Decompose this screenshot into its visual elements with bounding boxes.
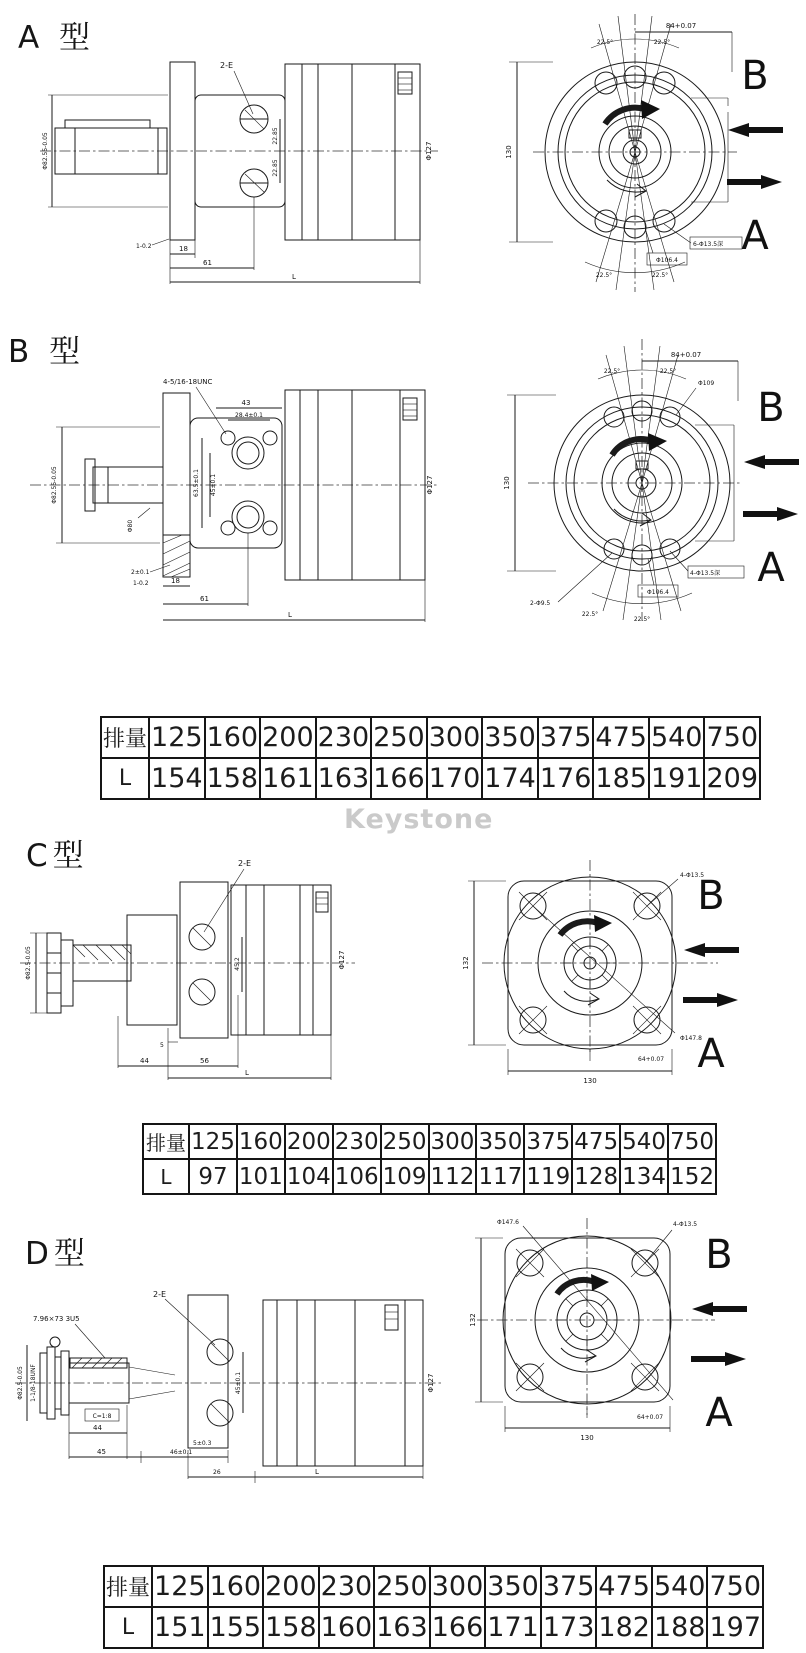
dim-label: 28.4±0.1	[235, 412, 263, 419]
dim-label: 2±0.1	[131, 569, 150, 576]
flow-arrow-solid-left-icon	[726, 122, 784, 138]
shaft-diameter-label: Φ82.55-0.05	[42, 132, 49, 170]
hub-diameter-label: Φ109	[698, 380, 715, 387]
motor-outline	[30, 390, 438, 580]
bolt-holes-label: 6-Φ13.5深	[693, 241, 724, 248]
dim-label: 45±0.1	[210, 473, 217, 497]
ports-label: 2-E	[238, 859, 252, 868]
section-a-title: A 型	[18, 20, 96, 56]
flow-legend-a	[726, 53, 784, 259]
ports-label: 2-E	[220, 61, 234, 70]
section-b-title: B 型	[8, 334, 86, 370]
flange-diameter-label: Φ147.8	[680, 1035, 702, 1042]
angle-label: 22.5°	[659, 368, 677, 375]
flange-outline	[533, 14, 737, 292]
port-b-label: B	[741, 53, 769, 99]
displacement-cell: 300	[430, 1566, 486, 1607]
flange-width-label: 130	[583, 1077, 597, 1085]
angle-label: 22.5°	[596, 39, 614, 46]
displacement-cell: 200	[285, 1124, 333, 1159]
section-c-title: C型	[26, 838, 89, 874]
length-cell: 163	[316, 758, 372, 799]
dim-label: 45	[97, 1448, 106, 1456]
flow-arrow-solid-right-icon	[742, 506, 800, 522]
length-cell: 101	[237, 1159, 285, 1194]
overall-length-label: L	[315, 1468, 319, 1476]
motor-outline	[40, 62, 438, 240]
watermark: Keystone	[344, 804, 494, 835]
angle-label: 22.5°	[581, 611, 599, 618]
rotation-arrows	[605, 100, 660, 197]
length-cell: 160	[319, 1607, 375, 1648]
length-cell: 104	[285, 1159, 333, 1194]
flange-width-tol-label: 84+0.07	[665, 22, 697, 30]
port-a-label: A	[757, 545, 785, 591]
port-spacing-label: 22.85	[272, 159, 279, 177]
displacement-cell: 750	[707, 1566, 763, 1607]
length-cell: 158	[263, 1607, 319, 1648]
displacement-cell: 200	[260, 717, 316, 758]
section-d-side-view	[15, 1225, 445, 1485]
flange-height-label: 132	[469, 1313, 477, 1327]
rotation-arrows	[560, 915, 612, 1005]
length-cell: 117	[476, 1159, 524, 1194]
flow-arrow-solid-right-icon	[690, 1351, 748, 1367]
length-cell: 154	[149, 758, 205, 799]
displacement-cell: 750	[668, 1124, 716, 1159]
port-a-label: A	[705, 1390, 733, 1436]
port-distance-label: 61	[200, 595, 209, 603]
length-cell: 119	[524, 1159, 572, 1194]
flow-arrow-hollow-left-icon	[742, 527, 800, 543]
rotation-arrows	[557, 1274, 609, 1362]
flow-arrow-hollow-left-icon	[726, 195, 784, 211]
length-cell: 158	[205, 758, 261, 799]
flange-width-label: 18	[179, 245, 188, 253]
row-header-cell: L	[143, 1159, 189, 1194]
displacement-cell: 540	[620, 1124, 668, 1159]
shaft-diameter-label: Φ82.55-0.05	[51, 466, 58, 504]
dimension-lines	[468, 881, 672, 1075]
port-b-label: B	[697, 873, 725, 919]
port-spacing-label: 45±0.1	[235, 1371, 242, 1395]
length-cell: 173	[541, 1607, 597, 1648]
body-diameter-label: Φ127	[427, 1373, 435, 1393]
hub-diameter-label: Φ80	[127, 519, 134, 533]
length-cell: 155	[208, 1607, 264, 1648]
bolt-holes-label: 4-Φ13.5深	[690, 570, 721, 577]
displacement-cell: 375	[541, 1566, 597, 1607]
port-distance-label: 61	[203, 259, 212, 267]
displacement-cell: 750	[704, 717, 760, 758]
displacement-cell: 230	[333, 1124, 381, 1159]
displacement-cell: 160	[237, 1124, 285, 1159]
row-header-cell: 排量	[101, 717, 149, 758]
pilot-diameter-label: Φ106.4	[647, 589, 669, 596]
spline-spec-label: 7.96×73 3U5	[33, 1315, 80, 1323]
small-holes-label: 2-Φ9.5	[530, 600, 551, 607]
row-header-cell: L	[104, 1607, 152, 1648]
displacement-cell: 350	[476, 1124, 524, 1159]
flange-height-label: 130	[505, 145, 513, 159]
flow-arrow-solid-left-icon	[742, 454, 800, 470]
overall-length-label: L	[288, 611, 292, 619]
angle-label: 22.5°	[633, 616, 651, 623]
length-cell: 151	[152, 1607, 208, 1648]
flow-legend-d	[690, 1232, 748, 1436]
displacement-cell: 250	[381, 1124, 429, 1159]
length-cell: 109	[381, 1159, 429, 1194]
dimension-table-d	[103, 1565, 764, 1649]
dim-label: 44	[140, 1057, 149, 1065]
flow-arrow-solid-left-icon	[682, 942, 740, 958]
row-header-cell: L	[101, 758, 149, 799]
length-cell: 188	[652, 1607, 708, 1648]
length-cell: 182	[596, 1607, 652, 1648]
width-tol-label: 64+0.07	[638, 1056, 665, 1063]
length-cell: 106	[333, 1159, 381, 1194]
width-tol-label: 64+0.07	[637, 1414, 664, 1421]
angle-label: 22.5°	[595, 272, 613, 279]
row-header-cell: 排量	[143, 1124, 189, 1159]
flow-arrow-solid-left-icon	[690, 1301, 748, 1317]
length-cell: 171	[485, 1607, 541, 1648]
port-b-label: B	[705, 1232, 733, 1278]
displacement-cell: 200	[263, 1566, 319, 1607]
length-cell: 185	[593, 758, 649, 799]
displacement-cell: 375	[524, 1124, 572, 1159]
flow-arrow-hollow-left-icon	[690, 1372, 748, 1388]
flange-height-label: 132	[462, 956, 470, 970]
displacement-cell: 540	[649, 717, 705, 758]
chamfer-label: 1-0.2	[133, 580, 149, 587]
length-cell: 170	[427, 758, 483, 799]
displacement-cell: 125	[152, 1566, 208, 1607]
ports-label: 2-E	[153, 1290, 167, 1299]
displacement-cell: 125	[189, 1124, 237, 1159]
body-diameter-label: Φ127	[426, 475, 434, 495]
dim-label: 5±0.3	[193, 1440, 212, 1447]
shaft-diameter-label: Φ82.5-0.05	[17, 1366, 24, 1400]
displacement-cell: 350	[482, 717, 538, 758]
angle-label: 22.5°	[603, 368, 621, 375]
section-b-end-view	[490, 333, 748, 625]
port-spacing-label: 22.85	[272, 127, 279, 145]
length-cell: 97	[189, 1159, 237, 1194]
displacement-cell: 230	[319, 1566, 375, 1607]
port-spacing-label: 45.2	[234, 957, 241, 971]
body-diameter-label: Φ127	[425, 141, 433, 161]
dim-label: 44	[93, 1424, 102, 1432]
dim-label: 63.5±0.1	[193, 469, 200, 497]
displacement-cell: 300	[427, 717, 483, 758]
row-header-cell: 排量	[104, 1566, 152, 1607]
flow-arrow-hollow-right-icon	[682, 921, 740, 937]
displacement-cell: 160	[205, 717, 261, 758]
dimension-lines	[509, 32, 742, 265]
flange-width-label: 130	[580, 1434, 594, 1442]
flow-arrow-solid-right-icon	[726, 174, 784, 190]
length-cell: 176	[538, 758, 594, 799]
displacement-cell: 540	[652, 1566, 708, 1607]
displacement-cell: 475	[596, 1566, 652, 1607]
stud-spec-label: 4-5/16-18UNC	[163, 378, 213, 386]
flow-arrow-hollow-right-icon	[726, 101, 784, 117]
shaft-diameter-label: Φ82.5-0.05	[25, 946, 32, 980]
displacement-cell: 475	[593, 717, 649, 758]
dim-label: 26	[213, 1469, 221, 1476]
length-cell: 197	[707, 1607, 763, 1648]
dimension-lines	[48, 71, 420, 284]
length-cell: 191	[649, 758, 705, 799]
length-cell: 166	[371, 758, 427, 799]
length-cell: 161	[260, 758, 316, 799]
dimension-table-c	[142, 1123, 717, 1195]
flange-diameter-label: Φ147.6	[497, 1219, 519, 1226]
dim-label: 56	[200, 1057, 209, 1065]
dimension-lines	[27, 1299, 423, 1483]
flange-outline	[477, 1218, 715, 1415]
length-cell: 209	[704, 758, 760, 799]
dim-label: 5	[160, 1042, 164, 1049]
displacement-cell: 250	[371, 717, 427, 758]
overall-length-label: L	[245, 1069, 249, 1077]
length-cell: 163	[374, 1607, 430, 1648]
flange-width-tol-label: 84+0.07	[670, 351, 702, 359]
thread-spec-label: 1-1/8-18UNF	[30, 1364, 37, 1402]
length-cell: 166	[430, 1607, 486, 1648]
taper-label: C=1:8	[92, 1413, 112, 1420]
section-c-side-view	[20, 850, 360, 1090]
displacement-cell: 250	[374, 1566, 430, 1607]
flow-arrow-hollow-right-icon	[690, 1280, 748, 1296]
motor-outline	[20, 882, 355, 1038]
section-b-side-view	[30, 358, 440, 632]
displacement-cell: 160	[208, 1566, 264, 1607]
dim-label: 43	[241, 399, 251, 407]
displacement-cell: 125	[149, 717, 205, 758]
dimension-lines	[56, 387, 425, 622]
displacement-cell: 300	[429, 1124, 477, 1159]
dimension-lines	[507, 361, 744, 602]
port-b-label: B	[757, 385, 785, 431]
length-cell: 152	[668, 1159, 716, 1194]
displacement-cell: 230	[316, 717, 372, 758]
length-cell: 134	[620, 1159, 668, 1194]
bolt-holes-label: 4-Φ13.5	[680, 872, 705, 879]
bolt-holes-label: 4-Φ13.5	[673, 1221, 698, 1228]
length-cell: 128	[572, 1159, 620, 1194]
dim-label: 46±0.1	[170, 1449, 193, 1456]
section-a-side-view	[40, 52, 440, 292]
port-a-label: A	[741, 213, 769, 259]
overall-length-label: L	[292, 273, 296, 281]
flange-height-label: 130	[503, 476, 511, 490]
section-a-end-view	[495, 10, 745, 295]
angle-label: 22.5°	[651, 272, 669, 279]
dimension-table-ab	[100, 716, 761, 800]
port-a-label: A	[697, 1031, 725, 1077]
displacement-cell: 475	[572, 1124, 620, 1159]
displacement-cell: 375	[538, 717, 594, 758]
pilot-diameter-label: Φ106.4	[656, 257, 678, 264]
flow-arrow-hollow-right-icon	[742, 433, 800, 449]
flange-width-label: 18	[171, 577, 180, 585]
flow-legend-b	[742, 385, 800, 591]
length-cell: 112	[429, 1159, 477, 1194]
section-d-title: D型	[25, 1236, 90, 1272]
angle-label: 22.5°	[653, 39, 671, 46]
flow-arrow-hollow-left-icon	[682, 1013, 740, 1029]
flow-arrow-solid-right-icon	[682, 992, 740, 1008]
length-cell: 174	[482, 758, 538, 799]
chamfer-label: 1-0.2	[136, 243, 152, 250]
body-diameter-label: Φ127	[338, 950, 346, 970]
displacement-cell: 350	[485, 1566, 541, 1607]
